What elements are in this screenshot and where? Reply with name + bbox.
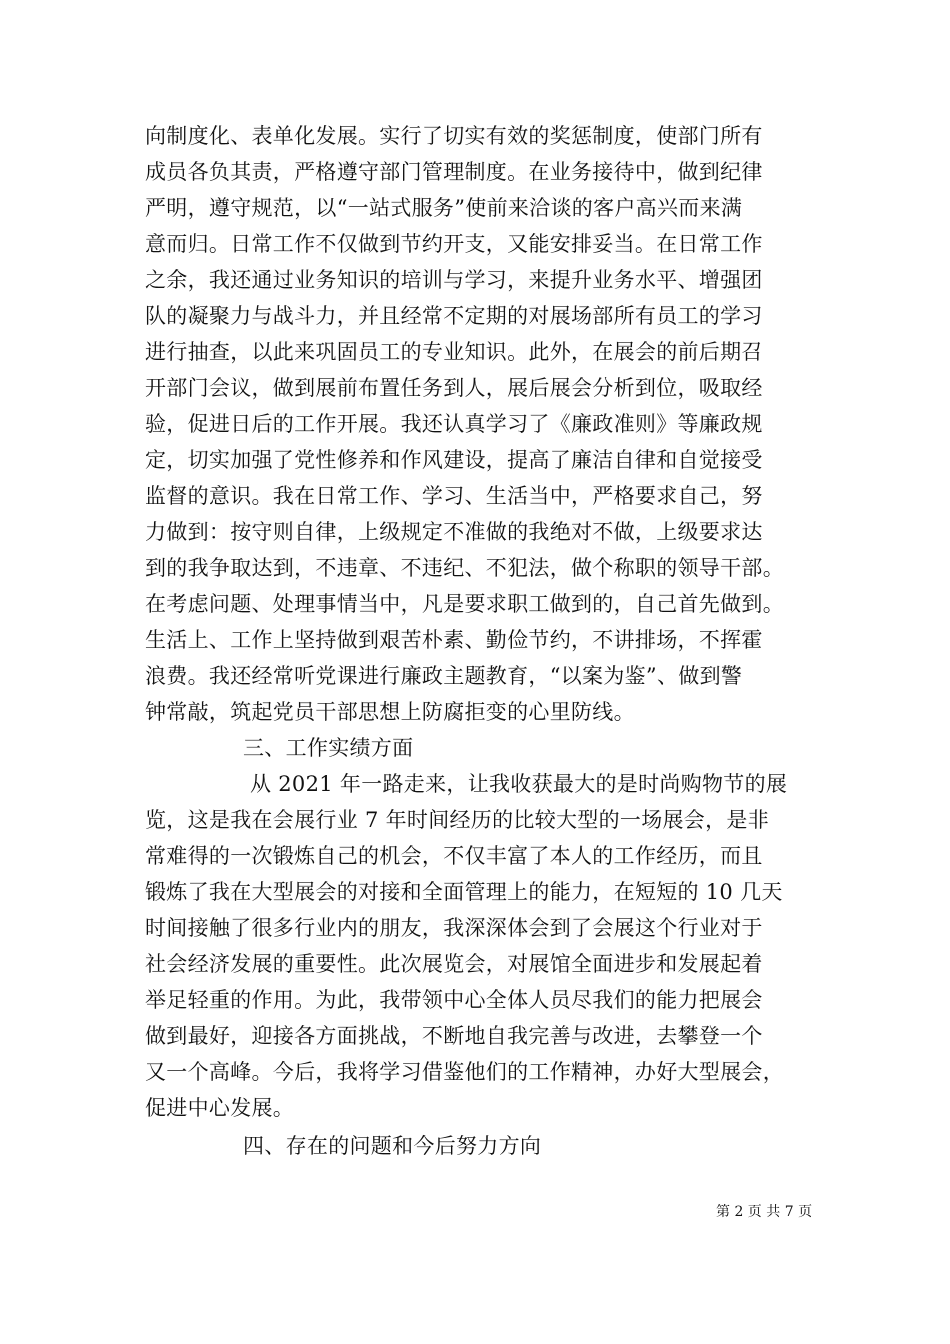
section-heading: 三、工作实绩方面 <box>243 736 414 760</box>
paragraph-2-line: 做到最好，迎接各方面挑战，不断地自我完善与改进，去攀登一个 <box>145 1024 763 1048</box>
paragraph-2-line: 又一个高峰。今后，我将学习借鉴他们的工作精神，办好大型展会， <box>145 1060 784 1084</box>
paragraph-2-line: 社会经济发展的重要性。此次展览会，对展馆全面进步和发展起着 <box>145 952 763 976</box>
paragraph-1-line: 定，切实加强了党性修养和作风建设，提高了廉洁自律和自觉接受 <box>145 448 763 472</box>
paragraph-1-line: 成员各负其责，严格遵守部门管理制度。在业务接待中，做到纪律 <box>145 160 763 184</box>
section-heading: 四、存在的问题和今后努力方向 <box>243 1134 542 1158</box>
paragraph-1-line: 在考虑问题、处理事情当中，凡是要求职工做到的，自己首先做到。 <box>145 592 784 616</box>
paragraph-1-line: 监督的意识。我在日常工作、学习、生活当中，严格要求自己，努 <box>145 484 763 508</box>
paragraph-1-line: 进行抽查，以此来巩固员工的专业知识。此外，在展会的前后期召 <box>145 340 763 364</box>
paragraph-1-line: 开部门会议，做到展前布置任务到人，展后展会分析到位，吸取经 <box>145 376 763 400</box>
paragraph-1-line: 之余，我还通过业务知识的培训与学习，来提升业务水平、增强团 <box>145 268 763 292</box>
paragraph-1-line: 钟常敲，筑起党员干部思想上防腐拒变的心里防线。 <box>145 700 635 724</box>
paragraph-2-line: 锻炼了我在大型展会的对接和全面管理上的能力，在短短的 10 几天 <box>145 880 783 904</box>
paragraph-2-line: 举足轻重的作用。为此，我带领中心全体人员尽我们的能力把展会 <box>145 988 763 1012</box>
paragraph-1-line: 向制度化、表单化发展。实行了切实有效的奖惩制度，使部门所有 <box>145 124 763 148</box>
paragraph-1-line: 浪费。我还经常听党课进行廉政主题教育，“以案为鉴”、做到警 <box>145 664 743 688</box>
paragraph-2-line: 从 2021 年一路走来，让我收获最大的是时尚购物节的展 <box>250 772 788 796</box>
paragraph-2-line: 时间接触了很多行业内的朋友，我深深体会到了会展这个行业对于 <box>145 916 763 940</box>
paragraph-1-line: 力做到：按守则自律，上级规定不准做的我绝对不做，上级要求达 <box>145 520 763 544</box>
paragraph-1-line: 验，促进日后的工作开展。我还认真学习了《廉政准则》等廉政规 <box>145 412 763 436</box>
paragraph-2-line: 览，这是我在会展行业 7 年时间经历的比较大型的一场展会，是非 <box>145 808 770 832</box>
paragraph-2-line: 常难得的一次锻炼自己的机会，不仅丰富了本人的工作经历，而且 <box>145 844 763 868</box>
paragraph-1-line: 意而归。日常工作不仅做到节约开支，又能安排妥当。在日常工作 <box>145 232 763 256</box>
paragraph-2-line: 促进中心发展。 <box>145 1096 295 1120</box>
paragraph-1-line: 到的我争取达到，不违章、不违纪、不犯法，做个称职的领导干部。 <box>145 556 784 580</box>
paragraph-1-line: 生活上、工作上坚持做到艰苦朴素、勤俭节约，不讲排场，不挥霍 <box>145 628 763 652</box>
paragraph-1-line: 严明，遵守规范，以“一站式服务”使前来洽谈的客户高兴而来满 <box>145 196 743 220</box>
page-number-footer: 第 2 页 共 7 页 <box>716 1204 813 1220</box>
paragraph-1-line: 队的凝聚力与战斗力，并且经常不定期的对展场部所有员工的学习 <box>145 304 763 328</box>
